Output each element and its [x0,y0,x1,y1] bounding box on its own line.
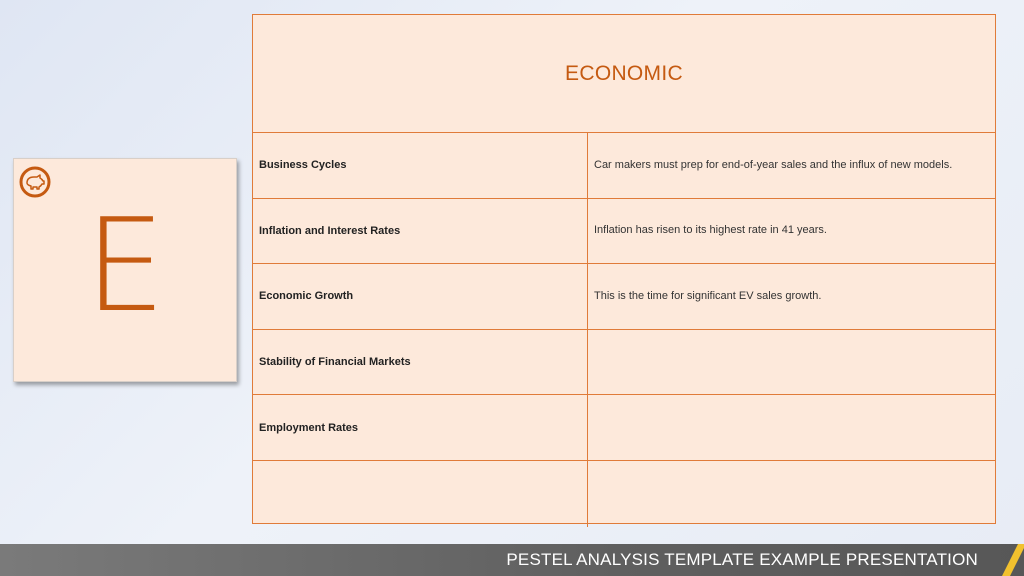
table-row [253,199,995,265]
note-cell: Car makers must prep for end-of-year sales and the influx of new models. [594,158,953,171]
note-cell: This is the time for significant EV sales growth. [594,289,822,302]
table-header: ECONOMIC [253,15,995,133]
note-cell: Inflation has risen to its highest rate in 41 years. [594,224,827,237]
letter-card [13,158,237,382]
note-cell [588,461,995,527]
table-row [253,461,995,527]
category-letter: E [84,192,166,341]
factor-cell: Stability of Financial Markets [253,330,588,395]
table-row [253,395,995,461]
presentation-title: PESTEL ANALYSIS TEMPLATE EXAMPLE PRESENTATION [506,550,978,569]
note-cell [588,395,995,460]
factor-cell: Inflation and Interest Rates [253,199,588,264]
factor-cell: Business Cycles [253,133,588,198]
factor-cell [253,461,588,527]
table-row [253,264,995,330]
footer-bar [0,544,1024,576]
table-row [253,133,995,199]
factor-cell: Economic Growth [253,264,588,329]
accent-stripe [984,544,1024,576]
note-cell [588,330,995,395]
table-row [253,330,995,396]
factor-cell: Employment Rates [253,395,588,460]
piggy-bank-icon [18,165,52,199]
economic-factors-table [252,14,996,524]
